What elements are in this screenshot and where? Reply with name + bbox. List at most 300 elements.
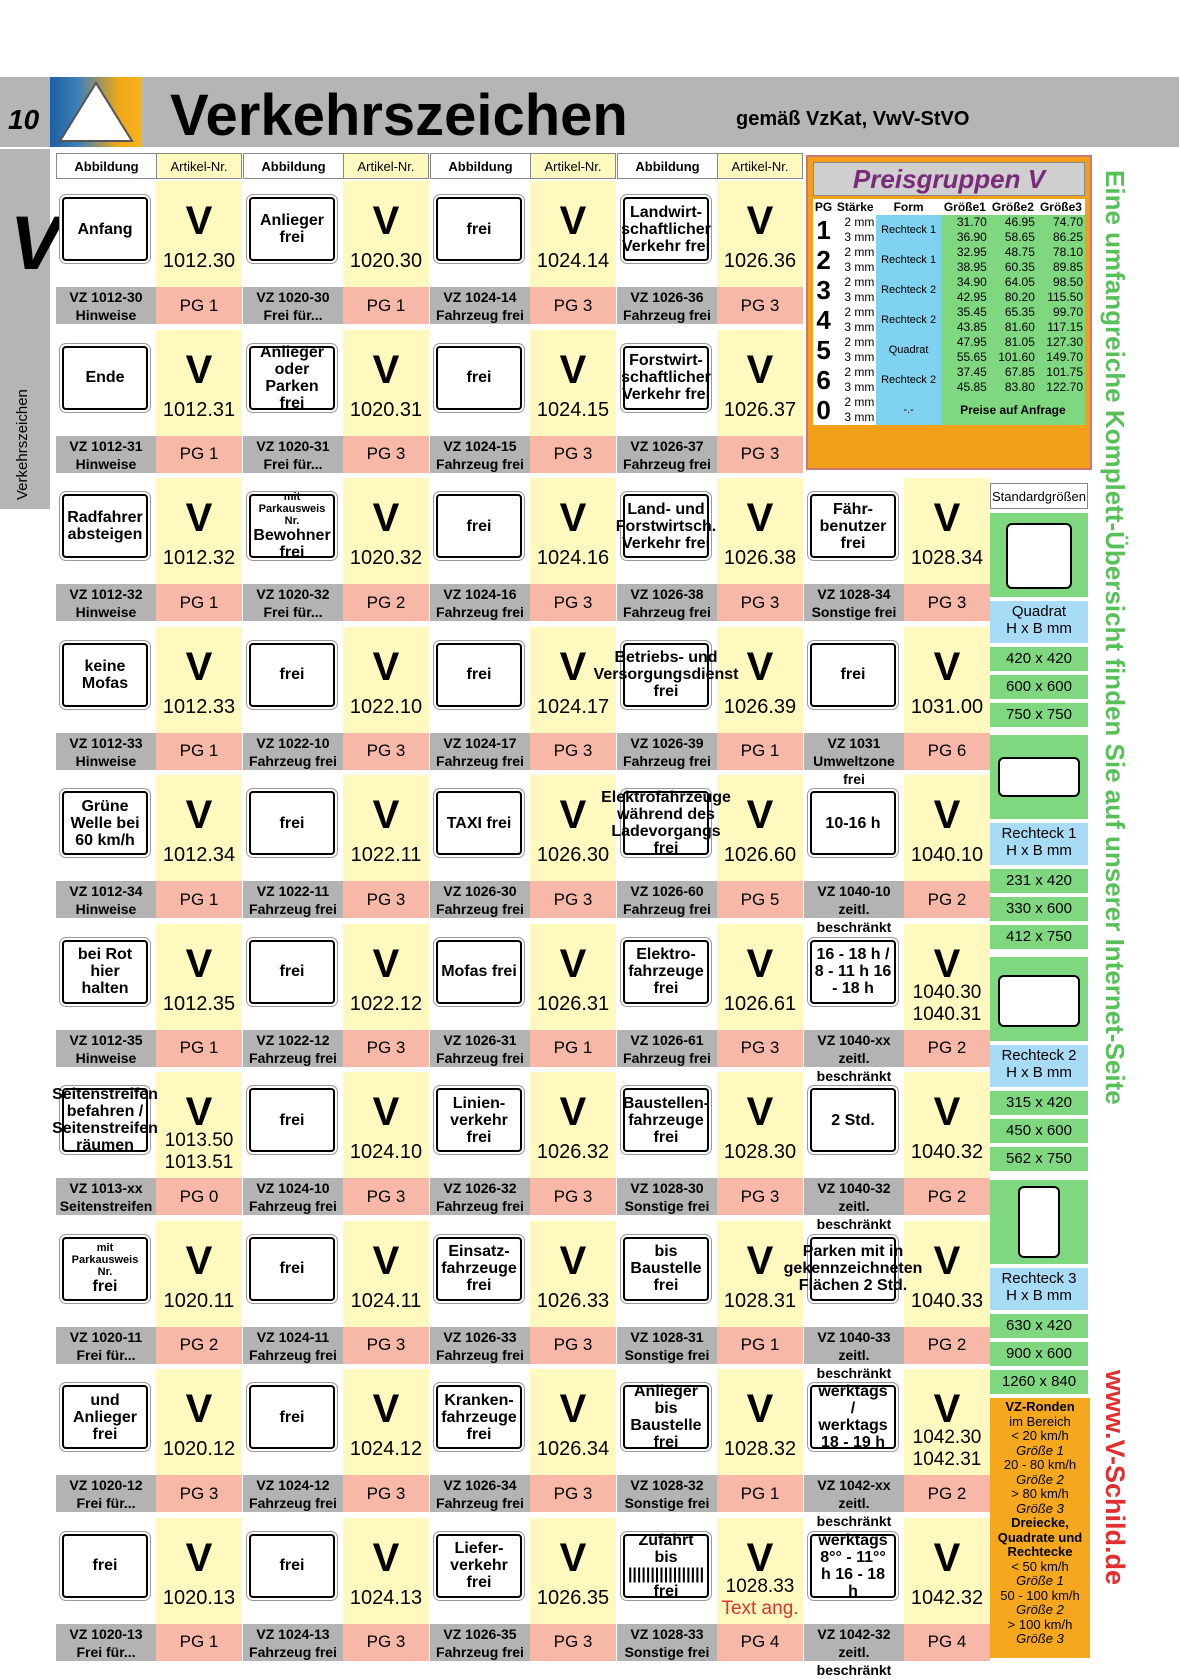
price: 58.65	[989, 230, 1037, 245]
vz-label	[617, 287, 717, 324]
shape-preview	[990, 957, 1088, 1041]
ronden-line: Dreiecke,	[1011, 1515, 1069, 1530]
v-letter: V	[933, 1090, 961, 1134]
product-cell[interactable]	[56, 330, 242, 478]
price-group: PG 3	[530, 1624, 616, 1661]
article-number	[904, 1427, 990, 1471]
thickness: 2 mm	[834, 215, 876, 230]
product-cell[interactable]	[617, 1072, 803, 1220]
sign-text: Elektrofahrzeuge während des Ladevorgangs frei	[601, 789, 731, 857]
price: 31.70	[941, 215, 989, 230]
vz-label	[56, 733, 156, 770]
vz-category: Fahrzeug frei	[623, 455, 711, 472]
sign-text: frei	[279, 1557, 305, 1574]
product-cell[interactable]	[430, 478, 616, 626]
product-cell[interactable]	[243, 924, 429, 1072]
sign-text: frei	[279, 963, 305, 980]
product-cell[interactable]	[430, 1518, 616, 1666]
sign-text: frei	[279, 1408, 305, 1426]
vz-category: Hinweise	[75, 455, 137, 472]
price-group: PG 3	[530, 1178, 616, 1215]
sign-text: bei Rot hier halten	[77, 946, 133, 997]
price: 47.95	[941, 335, 989, 350]
vz-label	[243, 1030, 343, 1067]
vz-code: VZ 1020-30	[256, 289, 330, 305]
shape-unit: H x B mm	[1006, 1287, 1072, 1304]
vz-category: Fahrzeug frei	[249, 752, 337, 769]
ronden-line: im Bereich	[1009, 1413, 1071, 1429]
product-cell[interactable]	[430, 181, 616, 329]
price-group-number: 0	[813, 395, 834, 425]
vz-label	[617, 584, 717, 621]
product-cell[interactable]	[617, 924, 803, 1072]
sign-text: frei	[466, 220, 492, 238]
article-number: 1012.30	[162, 250, 236, 272]
v-letter: V	[372, 199, 400, 243]
price-group: PG 6	[904, 733, 990, 770]
product-cell[interactable]	[593, 627, 803, 775]
vz-category: Fahrzeug frei	[249, 1495, 337, 1511]
article-number: 1020.32	[349, 547, 423, 569]
v-letter: V	[372, 347, 400, 392]
v-letter: V	[746, 1238, 774, 1283]
price: 83.80	[989, 380, 1037, 395]
sign-image	[436, 940, 522, 1004]
v-letter: V	[185, 1238, 213, 1283]
product-cell[interactable]	[804, 1369, 990, 1529]
sign-text: frei	[840, 666, 866, 683]
product-cell[interactable]	[804, 478, 990, 626]
price-header: Größe3	[1037, 199, 1085, 215]
article-number: 1028.32	[723, 1438, 797, 1460]
article-number: 1012.32	[162, 547, 236, 569]
vz-code: VZ 1022-10	[256, 734, 330, 751]
vz-code: VZ 1022-11	[256, 883, 330, 899]
vz-category: Fahrzeug frei	[623, 752, 711, 769]
vz-code: VZ 1022-12	[256, 1031, 330, 1048]
product-cell[interactable]	[804, 924, 990, 1084]
thickness: 2 mm	[834, 305, 876, 320]
vz-code: VZ 1026-33	[443, 1328, 517, 1345]
vz-label	[804, 1624, 904, 1678]
product-cell[interactable]	[804, 627, 990, 787]
article-number: 1028.34	[910, 547, 984, 569]
sign-image	[810, 791, 896, 855]
vz-code: VZ 1024-17	[443, 734, 517, 751]
v-letter: V	[933, 1238, 961, 1283]
vz-code: VZ 1012-35	[69, 1031, 143, 1048]
vz-category: zeitl. beschränkt	[816, 1198, 892, 1232]
sign-text: frei	[279, 666, 305, 683]
header-article: Artikel-Nr.	[157, 154, 241, 178]
sizes-title: Standardgrößen	[990, 483, 1088, 509]
vz-label	[243, 436, 343, 473]
thickness: 2 mm	[834, 395, 876, 410]
vz-label	[243, 881, 343, 918]
article-note: Text ang.	[721, 1597, 799, 1619]
article-number: 1012.31	[162, 398, 236, 421]
price-group-number: 2	[813, 245, 834, 275]
product-cell[interactable]	[617, 1518, 803, 1666]
sign-image	[783, 1237, 923, 1301]
vz-category: Sonstige frei	[811, 604, 897, 620]
product-cell[interactable]	[56, 478, 242, 626]
vz-category: Hinweise	[75, 307, 137, 323]
thickness: 3 mm	[834, 290, 876, 305]
product-cell[interactable]	[56, 181, 242, 329]
sign-text: Elektro-fahrzeuge frei	[628, 946, 704, 997]
v-letter: V	[746, 347, 774, 392]
product-cell[interactable]	[430, 330, 616, 478]
price: 36.90	[941, 230, 989, 245]
sign-image	[436, 346, 522, 410]
vz-label	[617, 881, 717, 918]
article-number: 1012.34	[162, 844, 236, 866]
vz-label	[56, 881, 156, 918]
article-number: 1024.10	[349, 1141, 423, 1163]
vz-code: VZ 1026-31	[443, 1031, 517, 1048]
thickness: 3 mm	[834, 410, 876, 425]
price: 55.65	[941, 350, 989, 365]
article-number	[156, 1130, 242, 1174]
price-group: PG 1	[343, 287, 429, 324]
price-group: PG 3	[717, 287, 803, 324]
shape-outline	[998, 757, 1080, 797]
price-group: PG 1	[156, 1030, 242, 1067]
price: 122.70	[1037, 380, 1085, 395]
article-number: 1040.33	[910, 1289, 984, 1312]
thickness: 3 mm	[834, 380, 876, 395]
vz-label	[617, 1030, 717, 1067]
price-group: PG 2	[343, 584, 429, 621]
vz-code: VZ 1013-xx	[69, 1180, 143, 1196]
product-cell[interactable]	[243, 1518, 429, 1666]
sign-image	[601, 789, 731, 857]
product-cell[interactable]	[430, 627, 616, 775]
sign-image	[62, 1534, 148, 1598]
article-number: 1024.17	[536, 695, 610, 718]
price: 67.85	[989, 365, 1037, 380]
article-number: 1020.31	[349, 398, 423, 421]
sign-image	[623, 940, 709, 1004]
shape-unit: H x B mm	[1006, 842, 1072, 859]
price-group: PG 1	[717, 733, 803, 770]
vz-category: Fahrzeug frei	[249, 1198, 337, 1214]
ronden-line: Quadrate und	[997, 1529, 1083, 1545]
website-link[interactable]: www.V-Schild.de	[1100, 1370, 1130, 1586]
article-number: 1031.00	[910, 695, 984, 718]
header-article: Artikel-Nr.	[718, 154, 802, 178]
product-cell[interactable]	[430, 1369, 616, 1517]
price-group: PG 1	[156, 733, 242, 770]
shape-name	[990, 1045, 1088, 1087]
sign-image	[249, 491, 335, 561]
size-option: 900 x 600	[990, 1342, 1088, 1366]
sign-text: Mofas frei	[441, 963, 517, 980]
shape-title: Rechteck 1	[1001, 825, 1077, 842]
price-group: PG 3	[530, 436, 616, 473]
sign-image	[62, 940, 148, 1004]
article-number: 1022.12	[349, 992, 423, 1015]
vz-label	[430, 584, 530, 621]
sign-image	[810, 1385, 896, 1449]
vz-category: Frei für...	[263, 307, 323, 323]
vz-code: VZ 1024-15	[443, 437, 517, 454]
product-cell[interactable]	[430, 924, 616, 1072]
sign-text: Zufahrt bis ||||||||||||||||| frei	[627, 1531, 705, 1600]
product-cell[interactable]	[243, 330, 429, 478]
price-group-number: 4	[813, 305, 834, 335]
ronden-line: Größe 1	[1016, 1442, 1064, 1458]
size-option: 750 x 750	[990, 703, 1088, 727]
vz-code: VZ 1031	[827, 734, 881, 751]
product-cell[interactable]	[56, 1369, 242, 1517]
v-letter: V	[185, 1387, 213, 1431]
shape-preview	[990, 1180, 1088, 1264]
sign-text: 2 Std.	[831, 1111, 875, 1129]
product-cell[interactable]	[617, 330, 803, 478]
article-number-2: 1040.31	[912, 1003, 982, 1025]
size-option: 1260 x 840	[990, 1370, 1088, 1394]
product-cell[interactable]	[783, 1221, 990, 1381]
sign-image	[52, 1086, 158, 1154]
vz-code: VZ 1042-32	[817, 1625, 891, 1642]
ronden-line: 50 - 100 km/h	[1000, 1587, 1080, 1603]
size-option: 315 x 420	[990, 1091, 1088, 1115]
article-number-2: 1042.31	[912, 1449, 982, 1470]
product-cell[interactable]	[243, 627, 429, 775]
thickness: 2 mm	[834, 275, 876, 290]
vz-ronden-info	[990, 1398, 1090, 1658]
product-cell[interactable]	[243, 775, 429, 923]
product-cell[interactable]	[56, 775, 242, 923]
product-cell[interactable]	[617, 1369, 803, 1517]
product-cell[interactable]	[56, 627, 242, 775]
sign-image	[62, 791, 148, 855]
page-title: Verkehrszeichen	[170, 83, 628, 148]
price-group: PG 3	[530, 1327, 616, 1364]
product-cell[interactable]	[804, 775, 990, 935]
price-group: PG 3	[530, 287, 616, 324]
product-cell[interactable]	[243, 181, 429, 329]
vz-code: VZ 1040-xx	[817, 1031, 891, 1048]
ronden-line: Größe 3	[1016, 1500, 1064, 1516]
vz-category: Fahrzeug frei	[436, 1346, 524, 1363]
price-group: PG 1	[717, 1475, 803, 1512]
product-cell[interactable]	[56, 1518, 242, 1666]
sign-text: Anfang	[77, 220, 133, 238]
sign-image	[249, 940, 335, 1004]
article-number: 1024.13	[349, 1586, 423, 1609]
sign-image	[810, 940, 896, 1004]
vz-label	[804, 1327, 904, 1381]
article-number-2: 1013.51	[164, 1152, 234, 1173]
price: 74.70	[1037, 215, 1085, 230]
sign-image	[810, 1531, 896, 1600]
v-letter: V	[185, 199, 213, 243]
sign-text: Betriebs- und Versorgungsdienst frei	[593, 649, 739, 700]
vz-code: VZ 1040-10	[817, 883, 891, 899]
product-cell[interactable]	[52, 1072, 242, 1220]
v-letter: V	[933, 941, 961, 986]
article-number: 1026.39	[723, 695, 797, 718]
vz-category: Fahrzeug frei	[623, 307, 711, 323]
sign-image	[436, 791, 522, 855]
ronden-line: Größe 2	[1016, 1471, 1064, 1487]
price: 32.95	[941, 245, 989, 260]
vz-code: VZ 1012-30	[69, 289, 143, 305]
v-letter: V	[185, 1090, 213, 1134]
logo	[50, 77, 142, 147]
article-number: 1040.10	[910, 844, 984, 866]
vz-label	[243, 287, 343, 324]
price-group-number: 5	[813, 335, 834, 365]
price: 117.15	[1037, 320, 1085, 335]
v-letter: V	[746, 793, 774, 837]
sign-text: 10-16 h	[825, 814, 881, 832]
vz-label	[617, 733, 717, 770]
sign-text: keine Mofas	[81, 657, 129, 692]
sign-text: Baustellen-fahrzeuge frei	[622, 1094, 710, 1146]
sign-image	[623, 1088, 709, 1152]
vz-label	[56, 1624, 156, 1661]
product-cell[interactable]	[617, 478, 803, 626]
thickness: 3 mm	[834, 320, 876, 335]
product-cell[interactable]	[617, 181, 803, 329]
v-letter: V	[559, 1387, 587, 1431]
sign-text: frei	[466, 517, 492, 535]
vz-label	[804, 881, 904, 935]
v-letter: V	[185, 1535, 213, 1580]
vz-code: VZ 1026-37	[630, 437, 704, 454]
ronden-line: > 80 km/h	[1011, 1486, 1069, 1501]
vz-label	[56, 287, 156, 324]
vz-code: VZ 1024-12	[256, 1477, 330, 1493]
product-cell[interactable]	[804, 1072, 990, 1232]
shape-title: Rechteck 2	[1001, 1047, 1077, 1064]
sign-text: Liefer-verkehr frei	[450, 1540, 508, 1591]
vz-code: VZ 1024-14	[443, 289, 517, 305]
vz-code: VZ 1026-32	[443, 1180, 517, 1196]
article-number: 1026.30	[536, 844, 610, 866]
sign-image	[623, 1531, 709, 1600]
v-letter: V	[746, 1090, 774, 1134]
ronden-line: Größe 3	[1016, 1631, 1064, 1646]
shape-form: Rechteck 1	[876, 215, 940, 245]
price-group: PG 3	[717, 1178, 803, 1215]
price-group: PG 3	[343, 436, 429, 473]
vz-category: Fahrzeug frei	[436, 1643, 524, 1660]
shape-form: Rechteck 1	[876, 245, 940, 275]
vz-category: Fahrzeug frei	[623, 1049, 711, 1066]
article-number: 1024.14	[536, 250, 610, 272]
article-number-1: 1042.30	[912, 1427, 982, 1448]
product-cell[interactable]	[601, 775, 803, 923]
sign-image	[593, 643, 739, 707]
price: 65.35	[989, 305, 1037, 320]
product-cell[interactable]	[430, 775, 616, 923]
v-letter: V	[559, 793, 587, 837]
vz-category: Frei für...	[263, 604, 323, 620]
v-letter: V	[559, 1238, 587, 1283]
vz-label	[56, 584, 156, 621]
price-group: PG 3	[343, 1030, 429, 1067]
price: 81.60	[989, 320, 1037, 335]
vz-label	[243, 733, 343, 770]
price-box	[806, 155, 1092, 470]
product-cell[interactable]	[430, 1072, 616, 1220]
v-letter: V	[559, 1090, 587, 1134]
thickness: 2 mm	[834, 335, 876, 350]
vz-category: Fahrzeug frei	[249, 1643, 337, 1660]
vz-label	[430, 1178, 530, 1215]
section-label: Verkehrszeichen	[14, 389, 31, 500]
v-letter: V	[372, 1387, 400, 1431]
vz-code: VZ 1026-35	[443, 1625, 517, 1642]
price-group: PG 2	[904, 1327, 990, 1364]
price-group: PG 3	[717, 436, 803, 473]
vz-code: VZ 1042-xx	[817, 1477, 891, 1493]
product-cell[interactable]	[243, 1221, 429, 1369]
price-group: PG 3	[343, 881, 429, 918]
price: 34.90	[941, 275, 989, 290]
vz-code: VZ 1028-34	[817, 586, 891, 602]
product-cell[interactable]	[243, 1072, 429, 1220]
vz-code: VZ 1024-10	[256, 1180, 330, 1196]
article-number: 1026.31	[536, 992, 610, 1015]
vz-category: Fahrzeug frei	[436, 1495, 524, 1511]
price: 43.85	[941, 320, 989, 335]
article-number: 1024.15	[536, 398, 610, 421]
v-letter: V	[933, 1535, 961, 1580]
thickness: 3 mm	[834, 350, 876, 365]
product-cell[interactable]	[430, 1221, 616, 1369]
article-number: 1026.38	[723, 547, 797, 569]
shape-title: Rechteck 3	[1001, 1270, 1077, 1287]
price: 78.10	[1037, 245, 1085, 260]
shape-outline	[1006, 523, 1072, 589]
article-number-1: 1040.30	[912, 981, 982, 1003]
article-number: 1012.33	[162, 695, 236, 718]
product-cell[interactable]	[243, 478, 429, 626]
vz-category: Frei für...	[263, 455, 323, 472]
price-group: PG 3	[343, 1327, 429, 1364]
product-cell[interactable]	[56, 1221, 242, 1369]
price: 42.95	[941, 290, 989, 305]
article-number: 1028.31	[723, 1289, 797, 1312]
product-cell[interactable]	[56, 924, 242, 1072]
vz-label	[430, 1030, 530, 1067]
vz-code: VZ 1040-33	[817, 1328, 891, 1345]
vz-category: Sonstige frei	[624, 1495, 710, 1511]
v-letter: V	[559, 496, 587, 540]
price-group: PG 3	[530, 1475, 616, 1512]
v-letter: V	[185, 644, 213, 689]
header-article: Artikel-Nr.	[531, 154, 615, 178]
thickness: 3 mm	[834, 230, 876, 245]
vz-category: Fahrzeug frei	[436, 1049, 524, 1066]
vz-category: Fahrzeug frei	[436, 901, 524, 917]
product-cell[interactable]	[617, 1221, 803, 1369]
price-group: PG 1	[156, 287, 242, 324]
sign-text: Fähr-benutzer frei	[819, 500, 887, 552]
header-image: Abbildung	[57, 154, 157, 178]
article-number-1: 1028.33	[725, 1575, 795, 1597]
product-cell[interactable]	[804, 1518, 990, 1678]
product-cell[interactable]	[243, 1369, 429, 1517]
v-letter: V	[746, 1387, 774, 1431]
vz-category: Fahrzeug frei	[436, 1198, 524, 1214]
